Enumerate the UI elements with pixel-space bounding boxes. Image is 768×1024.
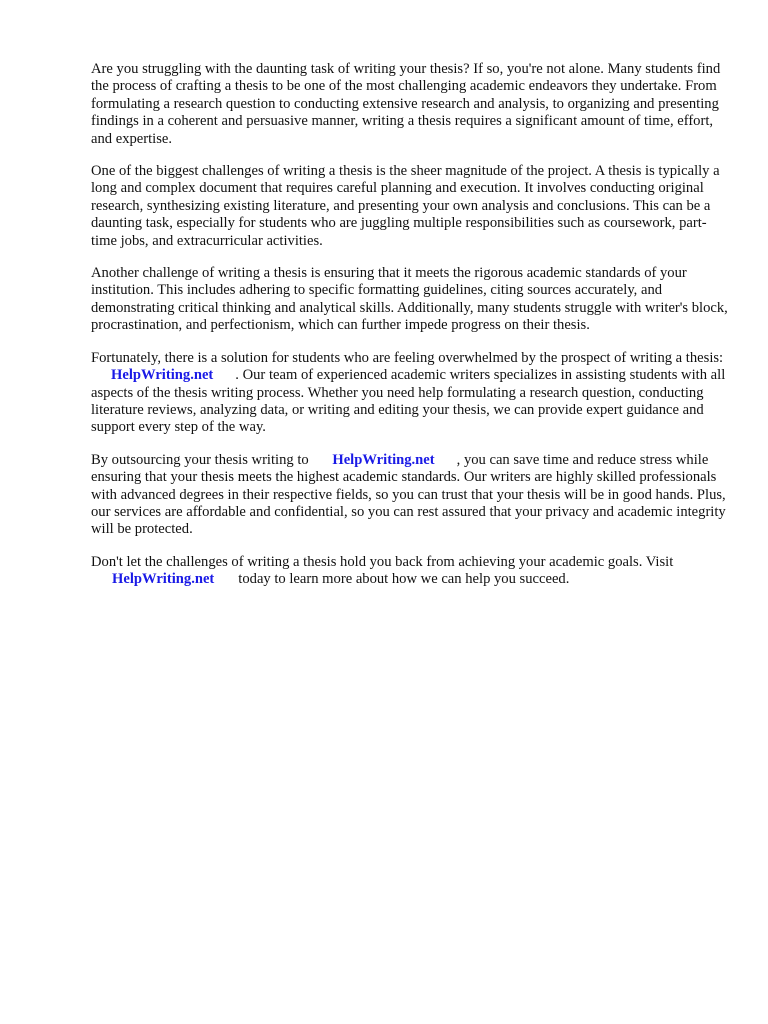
paragraph-outsourcing-after: , you can save time and reduce stress while ensuring that your thesis meets the highest academic standards. Our writers are highly skilled professionals with advanced degrees in their respective fields, so you can trust that your thesis will be in good hands. Plus, our services are affordable and confidential, so you can rest assured that your privacy and academic integrity will be protected. xyxy=(91,451,726,538)
paragraph-closing-after: today to learn more about how we can help you succeed. xyxy=(238,571,570,588)
paragraph-solution-after: . Our team of experienced academic writers specializes in assisting students with all aspects of the thesis writing process. Whether you need help formulating a research question, conducting literature reviews, analyzing data, or writing and editing your thesis, we can provide expert guidance and support every step of the way. xyxy=(91,367,726,436)
paragraph-standards: Another challenge of writing a thesis is ensuring that it meets the rigorous academic standards of your institution. This includes adhering to specific formatting guidelines, citing sources accurately, and demonstrating critical thinking and analytical skills. Additionally, many students struggle with writer's block, procrastination, and perfectionism, which can further impede progress on their thesis. xyxy=(91,265,728,334)
paragraph-intro: Are you struggling with the daunting task of writing your thesis? If so, you're not alone. Many students find the process of crafting a thesis to be one of the most challenging academic endeavors they undertake. From formulating a research question to conducting extensive research and analysis, to organizing and presenting findings in a coherent and persuasive manner, writing a thesis requires a significant amount of time, effort, and expertise. xyxy=(91,61,721,147)
document-body xyxy=(91,61,731,604)
helpwriting-link-outsourcing[interactable]: HelpWriting.net xyxy=(332,451,435,468)
paragraph-outsourcing xyxy=(91,452,731,539)
paragraph-closing-before: Don't let the challenges of writing a thesis hold you back from achieving your academic goals. Visit xyxy=(91,553,674,570)
paragraph-closing xyxy=(91,554,731,589)
paragraph-magnitude: One of the biggest challenges of writing a thesis is the sheer magnitude of the project. A thesis is typically a long and complex document that requires careful planning and execution. It involves conducting original research, synthesizing existing literature, and presenting your own analysis and conclusions. This can be a daunting task, especially for students who are juggling multiple responsibilities such as coursework, part-time jobs, and extracurricular activities. xyxy=(91,163,720,249)
paragraph-solution-before: Fortunately, there is a solution for students who are feeling overwhelmed by the prospect of writing a thesis: xyxy=(91,349,724,366)
helpwriting-link-closing[interactable]: HelpWriting.net xyxy=(112,571,215,588)
helpwriting-link-solution[interactable]: HelpWriting.net xyxy=(111,367,214,384)
paragraph-solution xyxy=(91,350,731,437)
paragraph-outsourcing-before: By outsourcing your thesis writing to xyxy=(91,451,309,468)
